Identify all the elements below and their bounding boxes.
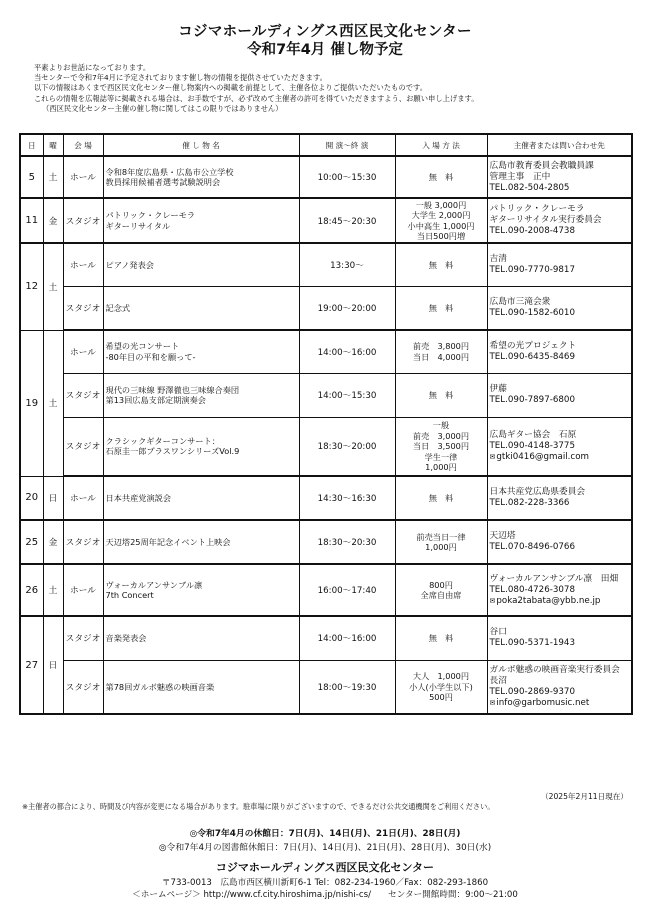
entry-cell xyxy=(395,417,487,476)
time-cell: 16:00～17:40 xyxy=(299,564,395,616)
contact-cell xyxy=(487,417,632,476)
event-name-line: -80年目の平和を願って- xyxy=(105,351,196,362)
entry-line: 1,000円 xyxy=(425,542,457,552)
event-name-cell xyxy=(103,476,299,520)
contact-cell xyxy=(487,476,632,520)
entry-cell xyxy=(395,564,487,616)
entry-cell xyxy=(395,286,487,330)
venue-cell: ホール xyxy=(63,564,103,616)
entry-line: 大人 1,000円 xyxy=(412,671,470,681)
entry-cell xyxy=(395,373,487,417)
entry-line: 前売当日一律 xyxy=(416,531,466,542)
contact-cell xyxy=(487,286,632,330)
contact-line: ガルボ魅惑の映画音楽実行委員会 xyxy=(489,664,620,675)
event-name-line: 第78回ガルボ魅惑の映画音楽 xyxy=(105,681,215,692)
entry-line: 無 料 xyxy=(428,171,454,182)
entry-line: 無 料 xyxy=(428,302,454,313)
time-cell: 14:00～16:00 xyxy=(299,330,395,373)
table-row xyxy=(20,286,632,330)
event-name-line: 第13回広島支部定期演奏会 xyxy=(105,395,206,405)
date-cell: 26 xyxy=(20,564,43,616)
contact-cell xyxy=(487,616,632,660)
header-entry: 入 場 方 法 xyxy=(395,134,487,156)
event-name-line: ギターリサイタル xyxy=(105,220,171,231)
weekday-cell: 土 xyxy=(43,243,63,330)
time-cell: 13:30～ xyxy=(299,243,395,286)
entry-cell xyxy=(395,520,487,564)
event-name-line: 現代の三味線 野澤徹也三味線合奏団 xyxy=(105,384,240,395)
event-schedule-table xyxy=(19,133,633,715)
footnote: ※主催者の都合により、時間及び内容が変更になる場合があります。駐車場に限りがございますので、できるだけ公共交通機関をご利用ください。 xyxy=(22,802,495,811)
footer-address: 〒733-0013 広島市西区横川新町6-1 Tel：082-234-1960／Fax：082-293-1860 xyxy=(161,878,489,888)
time-cell: 19:00～20:00 xyxy=(299,286,395,330)
entry-cell xyxy=(395,616,487,660)
venue-cell: スタジオ xyxy=(63,286,103,330)
event-name-cell xyxy=(103,198,299,243)
entry-cell xyxy=(395,660,487,714)
date-note: （2025年2月11日現在） xyxy=(541,792,628,801)
intro-line: 当センターで令和7年4月に予定されております催し物の情報を提供させていただきます。 xyxy=(34,73,327,83)
weekday-cell: 金 xyxy=(43,520,63,564)
event-name-cell xyxy=(103,243,299,286)
contact-cell xyxy=(487,198,632,243)
event-name-line: クラシックギターコンサート： xyxy=(105,435,220,446)
contact-line: TEL.070-8496-0766 xyxy=(489,542,575,552)
event-name-cell xyxy=(103,616,299,660)
entry-cell xyxy=(395,330,487,373)
entry-line: 当日 3,500円 xyxy=(412,441,470,451)
contact-line: TEL.082-504-2805 xyxy=(489,182,570,193)
contact-cell xyxy=(487,520,632,564)
venue-cell: スタジオ xyxy=(63,373,103,417)
table-row xyxy=(20,243,632,286)
contact-line: TEL.090-7770-9817 xyxy=(489,264,575,275)
weekday-cell: 土 xyxy=(43,156,63,198)
table-row xyxy=(20,476,632,520)
venue-cell: スタジオ xyxy=(63,520,103,564)
time-cell: 18:30～20:00 xyxy=(299,417,395,476)
event-name-cell xyxy=(103,286,299,330)
entry-line: 500円 xyxy=(429,692,453,702)
weekday-cell: 土 xyxy=(43,330,63,476)
contact-line: TEL.082-228-3366 xyxy=(489,498,570,508)
event-name-line: 日本共産党演説会 xyxy=(105,492,172,503)
header-weekday: 曜 xyxy=(43,134,63,156)
event-name-line: 7th Concert xyxy=(105,590,154,600)
event-name-line: 石原圭一郎プラスワンシリーズVol.9 xyxy=(105,446,240,457)
table-row xyxy=(20,660,632,714)
contact-line: パトリック・クレーモラ xyxy=(489,204,585,214)
entry-line: 小中高生 1,000円 xyxy=(407,220,475,231)
time-cell: 18:30～20:30 xyxy=(299,520,395,564)
date-cell: 12 xyxy=(20,243,43,330)
venue-cell: スタジオ xyxy=(63,198,103,243)
venue-cell: スタジオ xyxy=(63,417,103,476)
closed-days: ◎令和7年4月の休館日：7日(月)、14日(月)、21日(月)、28日(月) xyxy=(189,829,461,839)
event-name-cell xyxy=(103,156,299,198)
contact-cell xyxy=(487,564,632,616)
header-venue: 会 場 xyxy=(63,134,103,156)
event-name-line: パトリック・クレーモラ xyxy=(105,210,196,220)
header-contact: 主催者または問い合わせ先 xyxy=(487,134,632,156)
table-row xyxy=(20,616,632,660)
footer-web: ＜ホームページ＞ http://www.cf.city.hiroshima.jp/nishi-cs/ センター開館時間：9:00～21:00 xyxy=(132,890,518,900)
entry-line: 無 料 xyxy=(428,492,454,503)
contact-line: 管理主事 正中 xyxy=(489,171,551,182)
venue-cell: ホール xyxy=(63,156,103,198)
event-name-line: 令和8年度広島県・広島市公立学校 xyxy=(105,166,234,177)
event-name-line: ピアノ発表会 xyxy=(105,259,154,270)
entry-line: 前売 3,800円 xyxy=(412,341,470,352)
entry-line: 800円 xyxy=(429,579,453,590)
time-cell: 14:00～15:30 xyxy=(299,373,395,417)
contact-line: 長沼 xyxy=(489,675,507,686)
venue-cell: スタジオ xyxy=(63,660,103,714)
contact-line: TEL.090-7897-6800 xyxy=(489,395,575,405)
header-date: 日 xyxy=(20,134,43,156)
contact-line: 広島ギター協会 石原 xyxy=(489,429,577,440)
entry-line: 大学生 2,000円 xyxy=(411,210,471,220)
event-name-line: 天辺塔25周年記念イベント上映会 xyxy=(105,536,231,547)
table-row xyxy=(20,330,632,373)
intro-text xyxy=(34,63,634,114)
table-row xyxy=(20,198,632,243)
event-name-cell xyxy=(103,373,299,417)
contact-line: 広島市三滝会衆 xyxy=(489,296,551,307)
venue-cell: ホール xyxy=(63,243,103,286)
entry-line: 無 料 xyxy=(428,633,454,643)
time-cell: 14:30～16:30 xyxy=(299,476,395,520)
entry-line: 無 料 xyxy=(428,259,454,270)
intro-line: 以下の情報はあくまで西区民文化センター催し物案内への掲載を前提として、主催各位よりご提供いただいたものです。 xyxy=(34,83,428,93)
venue-cell: スタジオ xyxy=(63,616,103,660)
entry-line: 当日 4,000円 xyxy=(412,351,470,362)
contact-line: 希望の光プロジェクト xyxy=(489,340,577,351)
date-cell: 25 xyxy=(20,520,43,564)
contact-line: 広島市教育委員会教職員課 xyxy=(489,160,594,171)
contact-line: TEL.090-2869-9370 xyxy=(489,686,575,697)
contact-line: TEL.090-5371-1943 xyxy=(489,638,575,649)
weekday-cell: 金 xyxy=(43,198,63,243)
entry-line: 無 料 xyxy=(428,389,454,400)
event-name-line: ヴォーカルアンサンブル凛 xyxy=(105,579,203,590)
contact-line: TEL.090-2008-4738 xyxy=(489,226,575,236)
event-name-cell xyxy=(103,660,299,714)
contact-line: TEL.090-6435-8469 xyxy=(489,351,575,362)
entry-line: 全席自由席 xyxy=(420,590,462,600)
contact-cell xyxy=(487,660,632,714)
contact-line: ヴォーカルアンサンブル凛 田畑 xyxy=(489,573,619,584)
table-row xyxy=(20,417,632,476)
contact-cell xyxy=(487,156,632,198)
table-row xyxy=(20,564,632,616)
table-row xyxy=(20,373,632,417)
event-name-cell xyxy=(103,417,299,476)
event-name-line: 記念式 xyxy=(105,302,131,313)
date-cell: 20 xyxy=(20,476,43,520)
entry-cell xyxy=(395,198,487,243)
entry-line: 前売 3,000円 xyxy=(412,430,470,441)
event-name-cell xyxy=(103,520,299,564)
org-title: コジマホールディングス西区民文化センター xyxy=(178,24,472,40)
entry-cell xyxy=(395,476,487,520)
entry-line: 一般 xyxy=(432,420,450,430)
date-cell: 27 xyxy=(20,616,43,714)
venue-cell: ホール xyxy=(63,330,103,373)
contact-line: 吉清 xyxy=(489,253,507,264)
date-cell: 11 xyxy=(20,198,43,243)
contact-email: ✉ poka2tabata@ybb.ne.jp xyxy=(490,596,630,607)
time-cell: 18:00～19:30 xyxy=(299,660,395,714)
intro-note: （西区民文化センター主催の催し物に関してはこの限りではありません） xyxy=(42,103,283,113)
contact-cell xyxy=(487,330,632,373)
contact-line: 天辺塔 xyxy=(489,531,516,541)
event-name-cell xyxy=(103,330,299,373)
weekday-cell: 日 xyxy=(43,476,63,520)
event-name-line: 希望の光コンサート xyxy=(105,341,180,352)
venue-cell: ホール xyxy=(63,476,103,520)
entry-cell xyxy=(395,243,487,286)
time-cell: 14:00～16:00 xyxy=(299,616,395,660)
date-cell: 19 xyxy=(20,330,43,476)
entry-line: 1,000円 xyxy=(425,462,457,472)
contact-line: 日本共産党広島県委員会 xyxy=(489,487,586,497)
event-name-line: 教員採用候補者選考試験説明会 xyxy=(105,177,221,187)
footer-org: コジマホールディングス西区民文化センター xyxy=(215,861,435,874)
entry-line: 学生一律 xyxy=(424,451,458,462)
event-name-cell xyxy=(103,564,299,616)
entry-line: 一般 3,000円 xyxy=(415,199,467,210)
entry-line: 小人(小学生以下) xyxy=(409,681,473,692)
date-cell: 5 xyxy=(20,156,43,198)
weekday-cell: 土 xyxy=(43,564,63,616)
contact-line: TEL.090-1582-6010 xyxy=(489,307,575,318)
event-name-line: 音楽発表会 xyxy=(105,633,147,643)
time-cell: 10:00～15:30 xyxy=(299,156,395,198)
contact-email: ✉ info@garbomusic.net xyxy=(490,698,630,709)
contact-line: TEL.080-4726-3078 xyxy=(489,584,575,595)
page-title: 令和7年4月 催し物予定 xyxy=(247,42,403,58)
table-row xyxy=(20,520,632,564)
table-header-row xyxy=(20,134,632,156)
contact-cell xyxy=(487,243,632,286)
contact-email: ✉ gtki0416@gmail.com xyxy=(490,452,630,463)
contact-line: 谷口 xyxy=(489,627,507,638)
header-time: 開 演～終 演 xyxy=(299,134,395,156)
entry-cell xyxy=(395,156,487,198)
contact-line: 伊藤 xyxy=(489,384,507,394)
table-row xyxy=(20,156,632,198)
time-cell: 18:45～20:30 xyxy=(299,198,395,243)
contact-cell xyxy=(487,373,632,417)
contact-line: ギターリサイタル実行委員会 xyxy=(489,215,602,225)
library-closed-days: ◎令和7年4月の図書館休館日：7日(月)、14日(月)、21日(月)、28日(月)、30日(水) xyxy=(158,843,492,853)
contact-line: TEL.090-4148-3775 xyxy=(489,440,575,451)
entry-line: 当日500円増 xyxy=(416,231,466,241)
header-event-name: 催 し 物 名 xyxy=(103,134,299,156)
intro-line: 平素よりお世話になっております。 xyxy=(34,63,151,72)
intro-line: これらの情報を広報誌等に掲載される場合は、お手数ですが、必ず改めて主催者の許可を得ていただきますよう、お願い申し上げます。 xyxy=(34,93,479,103)
weekday-cell: 日 xyxy=(43,616,63,714)
